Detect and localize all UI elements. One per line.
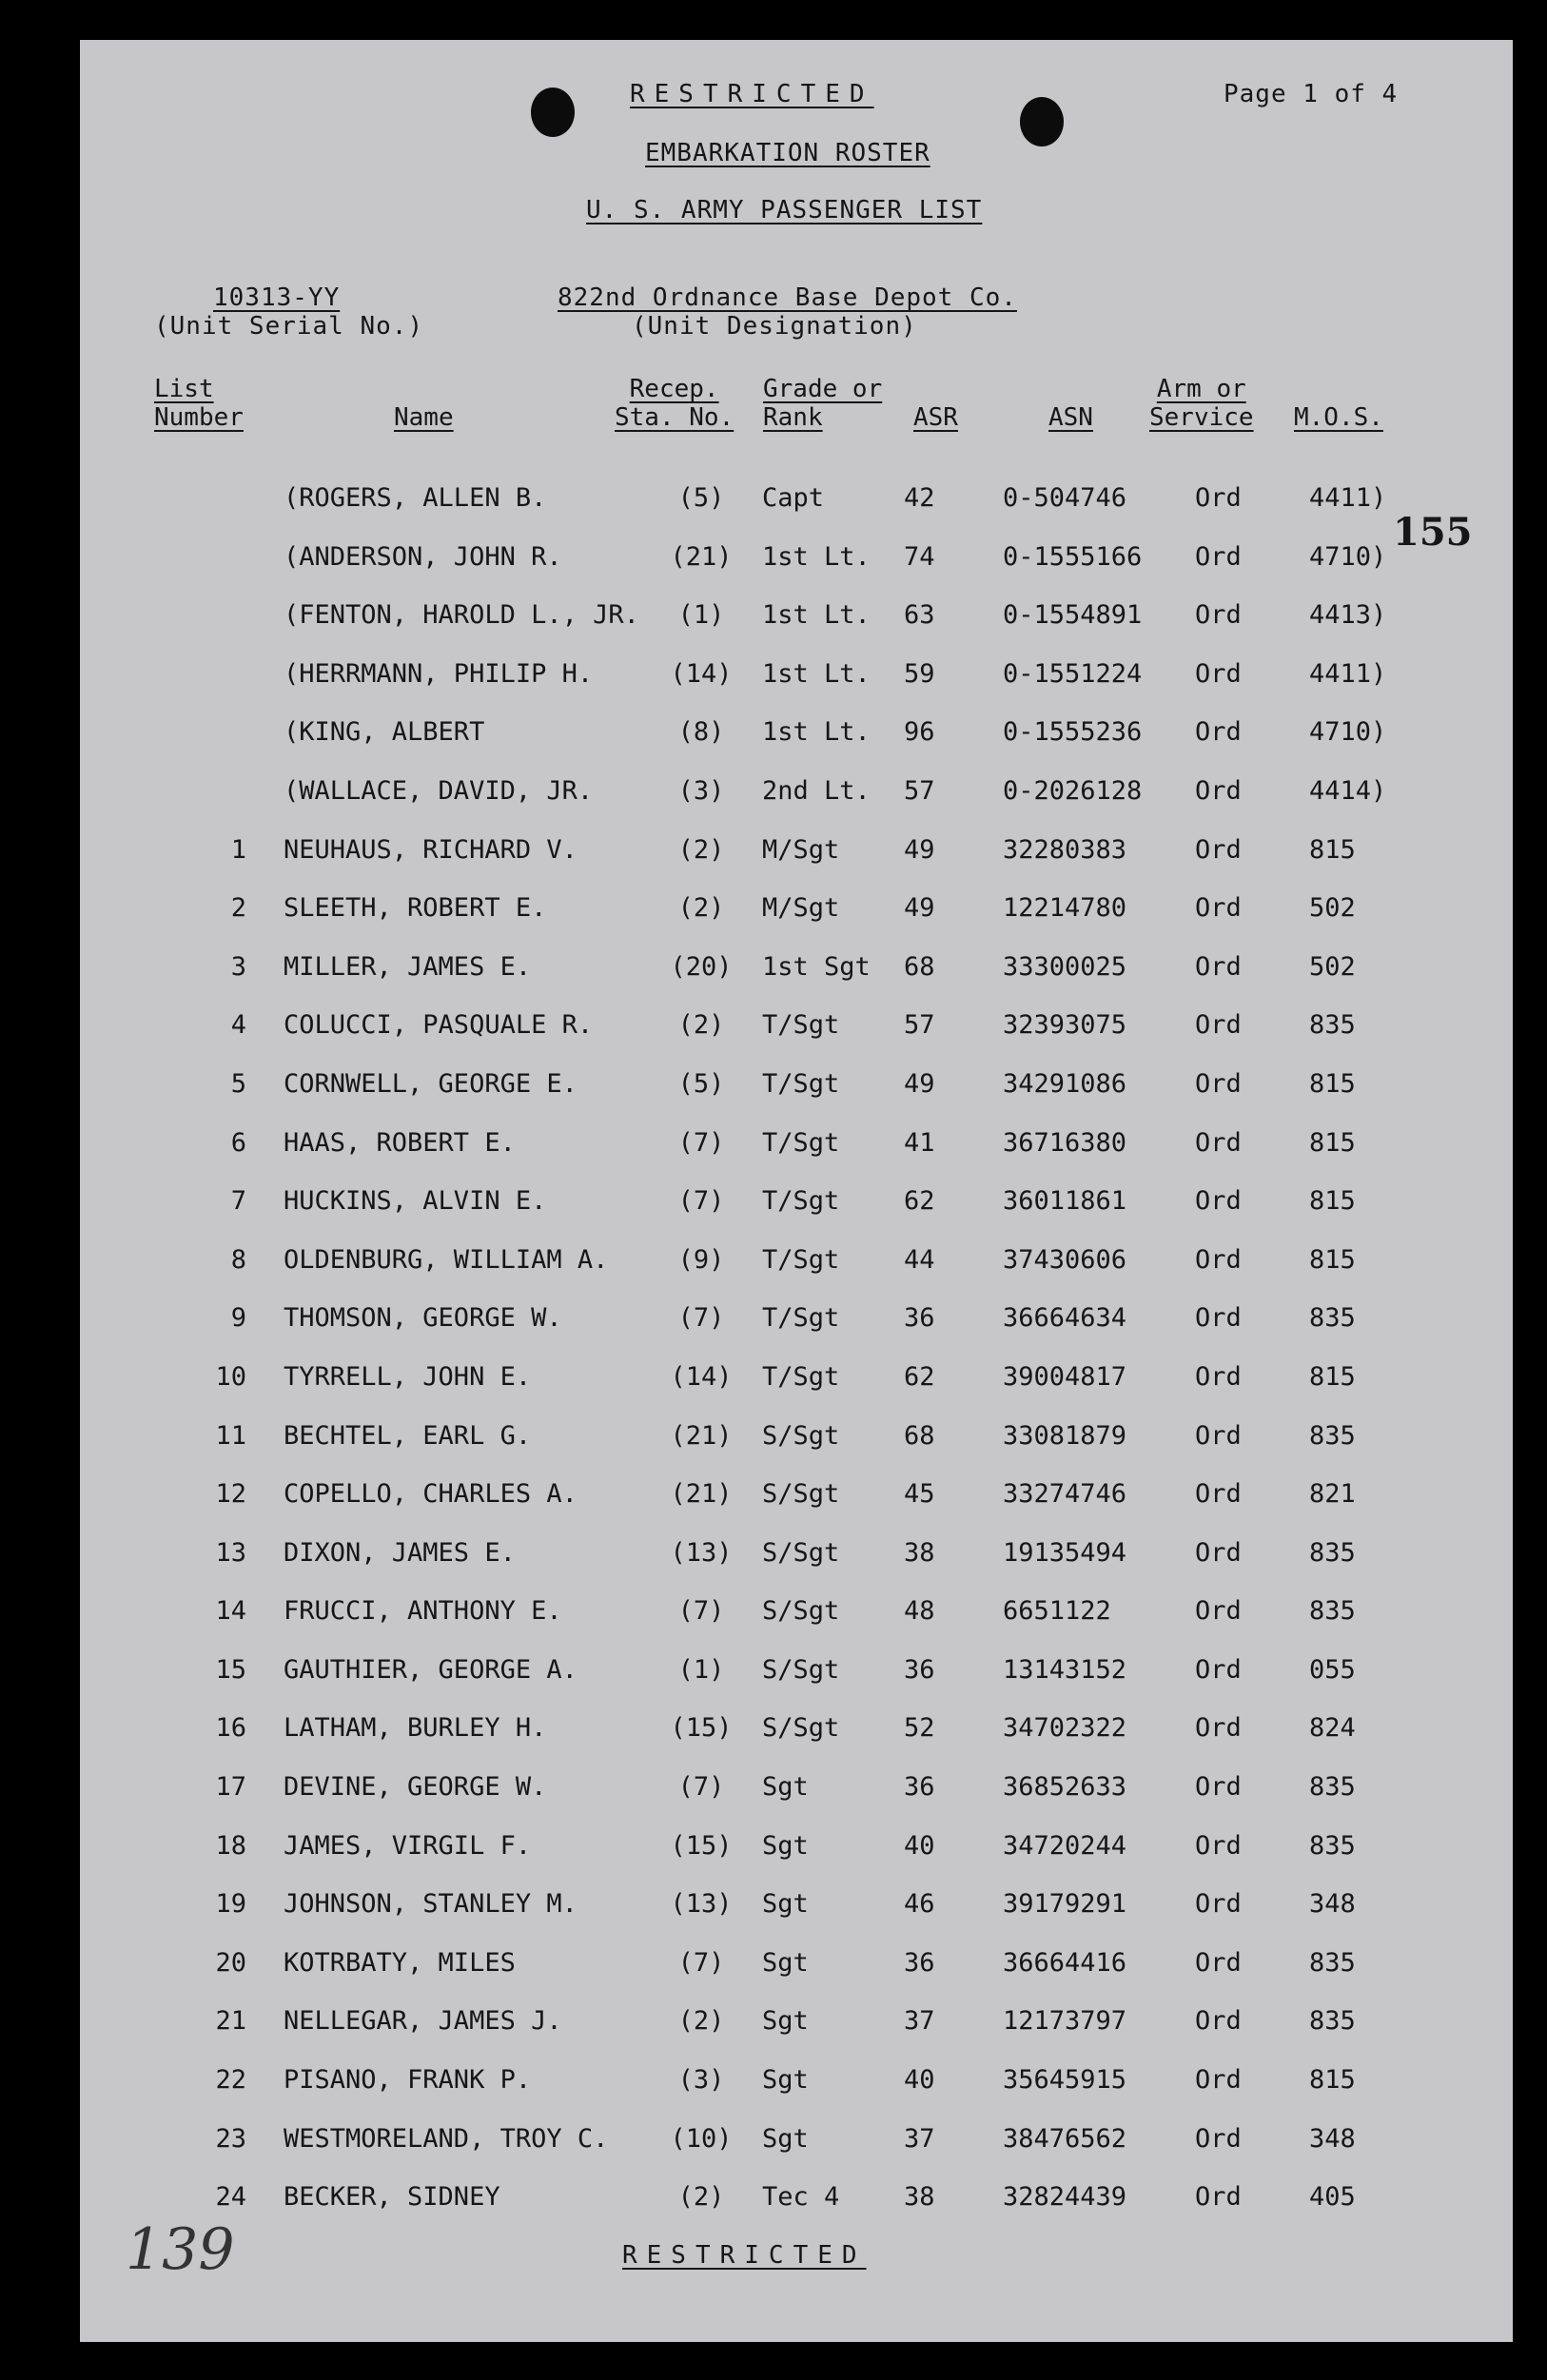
mos-cell: 4413) xyxy=(1309,600,1387,631)
list-number-cell: 13 xyxy=(215,1537,246,1568)
recep-sta-no-cell: (21) xyxy=(670,1479,733,1510)
list-number-cell: 17 xyxy=(215,1772,246,1803)
arm-service-cell: Ord xyxy=(1195,951,1242,982)
grade-cell: T/Sgt xyxy=(762,1010,840,1041)
asn-cell: 36664416 xyxy=(1003,1947,1127,1978)
column-header-arm-or-service: Arm or Service xyxy=(1149,375,1254,432)
list-number-cell: 18 xyxy=(215,1830,246,1861)
asn-cell: 34702322 xyxy=(1003,1713,1127,1744)
asr-cell: 36 xyxy=(904,1772,935,1803)
recep-sta-no-cell: (7) xyxy=(677,1947,725,1978)
name-cell: (WALLACE, DAVID, JR. xyxy=(284,775,594,806)
asn-cell: 13143152 xyxy=(1003,1654,1127,1685)
list-number-cell: 2 xyxy=(230,893,246,924)
arm-service-cell: Ord xyxy=(1195,834,1242,865)
asn-cell: 0-2026128 xyxy=(1003,775,1143,806)
asr-cell: 44 xyxy=(904,1244,935,1275)
asr-cell: 46 xyxy=(904,1889,935,1920)
asn-cell: 0-1555166 xyxy=(1003,541,1143,572)
mos-cell: 4710) xyxy=(1309,541,1387,572)
classification-header: RESTRICTED xyxy=(630,80,874,108)
list-number-cell: 8 xyxy=(230,1244,246,1275)
table-row xyxy=(80,652,1513,711)
asr-cell: 59 xyxy=(904,658,935,689)
recep-sta-no-cell: (2) xyxy=(677,893,725,924)
grade-cell: S/Sgt xyxy=(762,1713,840,1744)
grade-cell: 1st Lt. xyxy=(762,600,871,631)
table-row xyxy=(80,886,1513,945)
asr-cell: 38 xyxy=(904,1537,935,1568)
arm-service-cell: Ord xyxy=(1195,483,1242,513)
asn-cell: 39004817 xyxy=(1003,1361,1127,1392)
name-cell: SLEETH, ROBERT E. xyxy=(284,893,547,924)
mos-cell: 815 xyxy=(1309,1127,1356,1158)
table-row xyxy=(80,1999,1513,2058)
name-cell: HAAS, ROBERT E. xyxy=(284,1127,516,1158)
asr-cell: 62 xyxy=(904,1186,935,1217)
recep-sta-no-cell: (7) xyxy=(677,1127,725,1158)
grade-cell: Sgt xyxy=(762,1889,809,1920)
recep-sta-no-cell: (13) xyxy=(670,1537,733,1568)
table-row xyxy=(80,1531,1513,1590)
name-cell: FRUCCI, ANTHONY E. xyxy=(284,1596,562,1627)
arm-service-cell: Ord xyxy=(1195,1713,1242,1744)
asn-cell: 0-1554891 xyxy=(1003,600,1143,631)
grade-cell: 1st Sgt xyxy=(762,951,871,982)
asn-cell: 0-1551224 xyxy=(1003,658,1143,689)
table-row xyxy=(80,1296,1513,1355)
asr-cell: 37 xyxy=(904,2123,935,2154)
grade-cell: M/Sgt xyxy=(762,893,840,924)
punch-hole-left xyxy=(531,88,575,137)
grade-cell: Sgt xyxy=(762,1830,809,1861)
arm-service-cell: Ord xyxy=(1195,2182,1242,2213)
column-header-mos: M.O.S. xyxy=(1294,403,1383,432)
asn-cell: 12214780 xyxy=(1003,893,1127,924)
list-number-cell: 11 xyxy=(215,1420,246,1451)
mos-cell: 835 xyxy=(1309,1596,1356,1627)
name-cell: BECKER, SIDNEY xyxy=(284,2182,500,2213)
asn-cell: 36011861 xyxy=(1003,1186,1127,1217)
punch-hole-right xyxy=(1020,97,1064,146)
arm-service-cell: Ord xyxy=(1195,2006,1242,2037)
name-cell: NELLEGAR, JAMES J. xyxy=(284,2006,562,2037)
mos-cell: 835 xyxy=(1309,1303,1356,1334)
list-number-cell: 6 xyxy=(230,1127,246,1158)
mos-cell: 815 xyxy=(1309,834,1356,865)
name-cell: (HERRMANN, PHILIP H. xyxy=(284,658,594,689)
name-cell: TYRRELL, JOHN E. xyxy=(284,1361,532,1392)
arm-service-cell: Ord xyxy=(1195,658,1242,689)
grade-cell: T/Sgt xyxy=(762,1361,840,1392)
asr-cell: 40 xyxy=(904,1830,935,1861)
roster-page xyxy=(80,40,1513,2342)
recep-sta-no-cell: (10) xyxy=(670,2123,733,2154)
recep-sta-no-cell: (5) xyxy=(677,483,725,513)
recep-sta-no-cell: (3) xyxy=(677,2065,725,2096)
recep-sta-no-cell: (7) xyxy=(677,1596,725,1627)
recep-sta-no-cell: (7) xyxy=(677,1303,725,1334)
arm-service-cell: Ord xyxy=(1195,2123,1242,2154)
recep-sta-no-cell: (1) xyxy=(677,600,725,631)
recep-sta-no-cell: (2) xyxy=(677,2182,725,2213)
table-row xyxy=(80,593,1513,652)
grade-cell: 2nd Lt. xyxy=(762,775,871,806)
grade-cell: Sgt xyxy=(762,2123,809,2154)
name-cell: MILLER, JAMES E. xyxy=(284,951,532,982)
asn-cell: 34720244 xyxy=(1003,1830,1127,1861)
asr-cell: 49 xyxy=(904,1068,935,1099)
grade-cell: Sgt xyxy=(762,1947,809,1978)
asr-cell: 49 xyxy=(904,834,935,865)
grade-cell: M/Sgt xyxy=(762,834,840,865)
list-number-cell: 19 xyxy=(215,1889,246,1920)
mos-cell: 835 xyxy=(1309,1537,1356,1568)
arm-service-cell: Ord xyxy=(1195,1010,1242,1041)
name-cell: NEUHAUS, RICHARD V. xyxy=(284,834,578,865)
grade-cell: T/Sgt xyxy=(762,1303,840,1334)
asr-cell: 36 xyxy=(904,1303,935,1334)
grade-cell: S/Sgt xyxy=(762,1596,840,1627)
asr-cell: 52 xyxy=(904,1713,935,1744)
recep-sta-no-cell: (7) xyxy=(677,1186,725,1217)
mos-cell: 502 xyxy=(1309,951,1356,982)
table-row xyxy=(80,2175,1513,2234)
name-cell: LATHAM, BURLEY H. xyxy=(284,1713,547,1744)
list-number-cell: 16 xyxy=(215,1713,246,1744)
list-number-cell: 20 xyxy=(215,1947,246,1978)
asr-cell: 96 xyxy=(904,717,935,748)
list-number-cell: 1 xyxy=(230,834,246,865)
grade-cell: T/Sgt xyxy=(762,1186,840,1217)
recep-sta-no-cell: (1) xyxy=(677,1654,725,1685)
grade-cell: 1st Lt. xyxy=(762,658,871,689)
mos-cell: 835 xyxy=(1309,1420,1356,1451)
arm-service-cell: Ord xyxy=(1195,893,1242,924)
asr-cell: 57 xyxy=(904,1010,935,1041)
name-cell: GAUTHIER, GEORGE A. xyxy=(284,1654,578,1685)
arm-service-cell: Ord xyxy=(1195,775,1242,806)
arm-service-cell: Ord xyxy=(1195,1537,1242,1568)
asn-cell: 6651122 xyxy=(1003,1596,1111,1627)
name-cell: (FENTON, HAROLD L., JR. xyxy=(284,600,639,631)
table-row xyxy=(80,1941,1513,2000)
mos-cell: 4411) xyxy=(1309,483,1387,513)
arm-service-cell: Ord xyxy=(1195,1479,1242,1510)
asr-cell: 42 xyxy=(904,483,935,513)
grade-cell: 1st Lt. xyxy=(762,541,871,572)
mos-cell: 835 xyxy=(1309,1830,1356,1861)
mos-cell: 815 xyxy=(1309,1186,1356,1217)
list-number-cell: 9 xyxy=(230,1303,246,1334)
handwritten-page-number: 139 xyxy=(126,2216,235,2283)
column-header-list-number: List Number xyxy=(154,375,244,432)
unit-serial-caption: (Unit Serial No.) xyxy=(154,312,424,341)
grade-cell: S/Sgt xyxy=(762,1654,840,1685)
asn-cell: 33274746 xyxy=(1003,1479,1127,1510)
asn-cell: 0-504746 xyxy=(1003,483,1127,513)
column-header-name: Name xyxy=(394,403,454,432)
asr-cell: 49 xyxy=(904,893,935,924)
grade-cell: Tec 4 xyxy=(762,2182,840,2213)
grade-cell: S/Sgt xyxy=(762,1420,840,1451)
asn-cell: 38476562 xyxy=(1003,2123,1127,2154)
recep-sta-no-cell: (14) xyxy=(670,1361,733,1392)
recep-sta-no-cell: (14) xyxy=(670,658,733,689)
name-cell: THOMSON, GEORGE W. xyxy=(284,1303,562,1334)
arm-service-cell: Ord xyxy=(1195,1186,1242,1217)
mos-cell: 815 xyxy=(1309,1244,1356,1275)
recep-sta-no-cell: (13) xyxy=(670,1889,733,1920)
name-cell: COPELLO, CHARLES A. xyxy=(284,1479,578,1510)
asr-cell: 38 xyxy=(904,2182,935,2213)
grade-cell: T/Sgt xyxy=(762,1244,840,1275)
asn-cell: 19135494 xyxy=(1003,1537,1127,1568)
name-cell: PISANO, FRANK P. xyxy=(284,2065,532,2096)
arm-service-cell: Ord xyxy=(1195,1654,1242,1685)
mos-cell: 821 xyxy=(1309,1479,1356,1510)
name-cell: OLDENBURG, WILLIAM A. xyxy=(284,1244,609,1275)
name-cell: CORNWELL, GEORGE E. xyxy=(284,1068,578,1099)
list-number-cell: 3 xyxy=(230,951,246,982)
recep-sta-no-cell: (15) xyxy=(670,1713,733,1744)
column-header-recep-sta-no: Recep. Sta. No. xyxy=(615,375,734,432)
page-subtitle: U. S. ARMY PASSENGER LIST xyxy=(586,196,983,224)
asn-cell: 36664634 xyxy=(1003,1303,1127,1334)
mos-cell: 815 xyxy=(1309,1361,1356,1392)
table-row xyxy=(80,1882,1513,1941)
table-row xyxy=(80,1003,1513,1062)
arm-service-cell: Ord xyxy=(1195,1889,1242,1920)
asr-cell: 37 xyxy=(904,2006,935,2037)
table-row xyxy=(80,828,1513,887)
column-header-grade-or-rank: Grade or Rank xyxy=(763,375,883,432)
asn-cell: 34291086 xyxy=(1003,1068,1127,1099)
recep-sta-no-cell: (5) xyxy=(677,1068,725,1099)
table-row xyxy=(80,1706,1513,1765)
table-row xyxy=(80,476,1513,535)
asn-cell: 0-1555236 xyxy=(1003,717,1143,748)
recep-sta-no-cell: (21) xyxy=(670,1420,733,1451)
mos-cell: 835 xyxy=(1309,1947,1356,1978)
mos-cell: 4411) xyxy=(1309,658,1387,689)
table-row xyxy=(80,1179,1513,1238)
roster-table xyxy=(80,476,1513,2234)
arm-service-cell: Ord xyxy=(1195,541,1242,572)
asn-cell: 35645915 xyxy=(1003,2065,1127,2096)
recep-sta-no-cell: (2) xyxy=(677,2006,725,2037)
asr-cell: 36 xyxy=(904,1654,935,1685)
arm-service-cell: Ord xyxy=(1195,600,1242,631)
recep-sta-no-cell: (15) xyxy=(670,1830,733,1861)
list-number-cell: 12 xyxy=(215,1479,246,1510)
list-number-cell: 21 xyxy=(215,2006,246,2037)
column-header-asr: ASR xyxy=(913,403,958,432)
asr-cell: 74 xyxy=(904,541,935,572)
grade-cell: T/Sgt xyxy=(762,1068,840,1099)
grade-cell: Capt xyxy=(762,483,825,513)
asr-cell: 48 xyxy=(904,1596,935,1627)
asn-cell: 32280383 xyxy=(1003,834,1127,865)
mos-cell: 835 xyxy=(1309,1010,1356,1041)
mos-cell: 502 xyxy=(1309,893,1356,924)
recep-sta-no-cell: (2) xyxy=(677,834,725,865)
asn-cell: 32393075 xyxy=(1003,1010,1127,1041)
grade-cell: S/Sgt xyxy=(762,1479,840,1510)
asn-cell: 39179291 xyxy=(1003,1889,1127,1920)
name-cell: (KING, ALBERT xyxy=(284,717,485,748)
arm-service-cell: Ord xyxy=(1195,1830,1242,1861)
name-cell: JAMES, VIRGIL F. xyxy=(284,1830,532,1861)
grade-cell: T/Sgt xyxy=(762,1127,840,1158)
name-cell: HUCKINS, ALVIN E. xyxy=(284,1186,547,1217)
table-row xyxy=(80,1121,1513,1180)
recep-sta-no-cell: (20) xyxy=(670,951,733,982)
arm-service-cell: Ord xyxy=(1195,1068,1242,1099)
recep-sta-no-cell: (9) xyxy=(677,1244,725,1275)
mos-cell: 055 xyxy=(1309,1654,1356,1685)
table-row xyxy=(80,1648,1513,1707)
recep-sta-no-cell: (7) xyxy=(677,1772,725,1803)
mos-cell: 405 xyxy=(1309,2182,1356,2213)
name-cell: DIXON, JAMES E. xyxy=(284,1537,516,1568)
name-cell: (ANDERSON, JOHN R. xyxy=(284,541,562,572)
list-number-cell: 4 xyxy=(230,1010,246,1041)
table-row xyxy=(80,1589,1513,1648)
unit-designation-caption: (Unit Designation) xyxy=(632,312,917,341)
asr-cell: 68 xyxy=(904,951,935,982)
table-row xyxy=(80,1238,1513,1297)
mos-cell: 835 xyxy=(1309,2006,1356,2037)
page-label: Page 1 of 4 xyxy=(1224,80,1399,108)
classification-footer: RESTRICTED xyxy=(622,2241,867,2270)
name-cell: COLUCCI, PASQUALE R. xyxy=(284,1010,594,1041)
grade-cell: Sgt xyxy=(762,2006,809,2037)
asn-cell: 12173797 xyxy=(1003,2006,1127,2037)
arm-service-cell: Ord xyxy=(1195,1303,1242,1334)
name-cell: KOTRBATY, MILES xyxy=(284,1947,516,1978)
arm-service-cell: Ord xyxy=(1195,1127,1242,1158)
name-cell: WESTMORELAND, TROY C. xyxy=(284,2123,609,2154)
arm-service-cell: Ord xyxy=(1195,717,1242,748)
mos-cell: 4414) xyxy=(1309,775,1387,806)
arm-service-cell: Ord xyxy=(1195,1361,1242,1392)
table-row xyxy=(80,1824,1513,1883)
name-cell: JOHNSON, STANLEY M. xyxy=(284,1889,578,1920)
arm-service-cell: Ord xyxy=(1195,2065,1242,2096)
arm-service-cell: Ord xyxy=(1195,1772,1242,1803)
table-row xyxy=(80,945,1513,1004)
recep-sta-no-cell: (3) xyxy=(677,775,725,806)
list-number-cell: 14 xyxy=(215,1596,246,1627)
asr-cell: 63 xyxy=(904,600,935,631)
arm-service-cell: Ord xyxy=(1195,1947,1242,1978)
table-row xyxy=(80,535,1513,594)
list-number-cell: 7 xyxy=(230,1186,246,1217)
asr-cell: 45 xyxy=(904,1479,935,1510)
asn-cell: 36716380 xyxy=(1003,1127,1127,1158)
mos-cell: 348 xyxy=(1309,2123,1356,2154)
asr-cell: 40 xyxy=(904,2065,935,2096)
recep-sta-no-cell: (21) xyxy=(670,541,733,572)
mos-cell: 815 xyxy=(1309,1068,1356,1099)
table-row xyxy=(80,710,1513,769)
asr-cell: 36 xyxy=(904,1947,935,1978)
grade-cell: Sgt xyxy=(762,1772,809,1803)
asn-cell: 33300025 xyxy=(1003,951,1127,982)
margin-number-annotation: 155 xyxy=(1393,510,1473,555)
name-cell: DEVINE, GEORGE W. xyxy=(284,1772,547,1803)
list-number-cell: 23 xyxy=(215,2123,246,2154)
table-row xyxy=(80,1062,1513,1121)
list-number-cell: 5 xyxy=(230,1068,246,1099)
list-number-cell: 15 xyxy=(215,1654,246,1685)
recep-sta-no-cell: (8) xyxy=(677,717,725,748)
list-number-cell: 22 xyxy=(215,2065,246,2096)
page-title: EMBARKATION ROSTER xyxy=(645,139,930,167)
column-header-asn: ASN xyxy=(1048,403,1093,432)
arm-service-cell: Ord xyxy=(1195,1420,1242,1451)
table-row xyxy=(80,769,1513,828)
arm-service-cell: Ord xyxy=(1195,1596,1242,1627)
asn-cell: 37430606 xyxy=(1003,1244,1127,1275)
name-cell: BECHTEL, EARL G. xyxy=(284,1420,532,1451)
list-number-cell: 24 xyxy=(215,2182,246,2213)
asr-cell: 68 xyxy=(904,1420,935,1451)
table-row xyxy=(80,1472,1513,1531)
recep-sta-no-cell: (2) xyxy=(677,1010,725,1041)
table-row xyxy=(80,1414,1513,1473)
table-row xyxy=(80,2058,1513,2117)
table-row xyxy=(80,1765,1513,1824)
mos-cell: 348 xyxy=(1309,1889,1356,1920)
asr-cell: 62 xyxy=(904,1361,935,1392)
unit-designation: 822nd Ordnance Base Depot Co. xyxy=(558,283,1017,312)
grade-cell: 1st Lt. xyxy=(762,717,871,748)
asn-cell: 32824439 xyxy=(1003,2182,1127,2213)
list-number-cell: 10 xyxy=(215,1361,246,1392)
mos-cell: 824 xyxy=(1309,1713,1356,1744)
name-cell: (ROGERS, ALLEN B. xyxy=(284,483,547,513)
mos-cell: 815 xyxy=(1309,2065,1356,2096)
asn-cell: 36852633 xyxy=(1003,1772,1127,1803)
table-row xyxy=(80,1355,1513,1414)
table-row xyxy=(80,2117,1513,2175)
asn-cell: 33081879 xyxy=(1003,1420,1127,1451)
arm-service-cell: Ord xyxy=(1195,1244,1242,1275)
grade-cell: Sgt xyxy=(762,2065,809,2096)
grade-cell: S/Sgt xyxy=(762,1537,840,1568)
asr-cell: 57 xyxy=(904,775,935,806)
mos-cell: 835 xyxy=(1309,1772,1356,1803)
asr-cell: 41 xyxy=(904,1127,935,1158)
unit-serial-number: 10313-YY xyxy=(213,283,341,312)
mos-cell: 4710) xyxy=(1309,717,1387,748)
